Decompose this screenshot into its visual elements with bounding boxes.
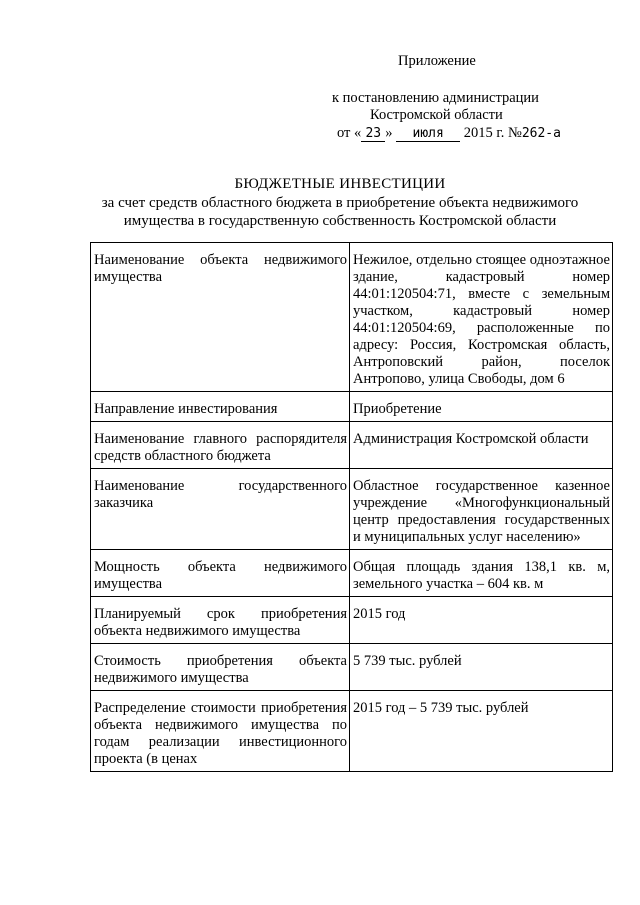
table-row [91,644,613,691]
row-value: Администрация Костромской области [350,422,613,469]
date-month: июля [396,126,460,142]
row-value: 2015 год [350,597,613,644]
row-label: Планируемый срок приобретения объекта недвижимого имущества [91,597,350,644]
row-value: Общая площадь здания 138,1 кв. м, земельного участка – 604 кв. м [350,550,613,597]
row-label: Наименование главного распорядителя средств областного бюджета [91,422,350,469]
row-label: Направление инвестирования [91,392,350,422]
row-label: Распределение стоимости приобретения объекта недвижимого имущества по годам реализации инвестиционного проекта (в ценах [91,691,350,772]
row-label: Наименование объекта недвижимого имущества [91,243,350,392]
table-row [91,597,613,644]
table-row [91,243,613,392]
date-mid: » [385,125,393,141]
document-subheading: за счет средств областного бюджета в приобретение объекта недвижимого имущества в государственную собственность Костромской области [101,195,579,229]
table-row [91,550,613,597]
row-value: Нежилое, отдельно стоящее одноэтажное здание, кадастровый номер 44:01:120504:71, вместе с земельным участком, кадастровый номер 44:01:120504:69, расположенные по адресу: Россия, Костромская область, Антроповский район, поселок Антропово, улица Свободы, дом 6 [350,243,613,392]
table-row [91,469,613,550]
document-heading: БЮДЖЕТНЫЕ ИНВЕСТИЦИИ [234,176,446,192]
table-row [91,422,613,469]
row-value: 2015 год – 5 739 тыс. рублей [350,691,613,772]
date-suffix: 2015 г. № [463,125,522,141]
decree-reference-line: к постановлению администрации [332,90,539,106]
date-day: 23 [361,126,385,142]
decree-authority-line: Костромской области [370,107,503,123]
row-value: 5 739 тыс. рублей [350,644,613,691]
row-label: Стоимость приобретения объекта недвижимого имущества [91,644,350,691]
table-row [91,691,613,772]
row-value: Областное государственное казенное учреждение «Многофункциональный центр предоставления государственных и муниципальных услуг населению» [350,469,613,550]
decree-date-number-line [337,125,561,142]
row-label: Мощность объекта недвижимого имущества [91,550,350,597]
appendix-title: Приложение [398,53,476,69]
row-label: Наименование государственного заказчика [91,469,350,550]
date-prefix: от « [337,125,362,141]
decree-number: 262-а [521,126,561,141]
row-value: Приобретение [350,392,613,422]
table-row [91,392,613,422]
investment-details-table [90,242,613,772]
